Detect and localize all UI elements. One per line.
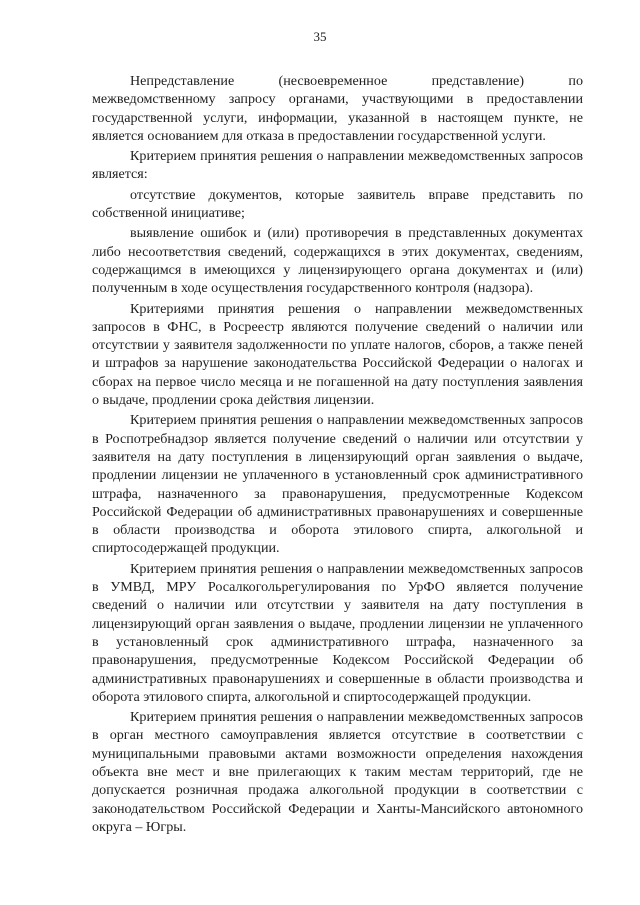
document-body (92, 72, 583, 838)
paragraph-rospotrebnadzor: Критерием принятия решения о направлении межведомственных запросов в Роспотребнадзор является получение сведений о наличии или отсутствии у заявителя на дату поступления в лицензирующий орган заявления о выдаче, продлении лицензии не уплаченного в установленный срок административного штрафа, назначенного за правонарушения, предусмотренные Кодексом Российской Федерации об административных правонарушениях и совершенные в области производства и оборота этилового спирта, алкогольной и спиртосодержащей продукции. (92, 412, 583, 557)
page-number: 35 (313, 29, 327, 44)
paragraph-nonsubmission: Непредставление (несвоевременное представление) по межведомственному запросу органами, участвующими в предоставлении государственной услуги, информации, указанной в настоящем пункте, не является основанием для отказа в предоставлении государственной услуги. (92, 73, 583, 144)
paragraph-fns-rosreestr: Критериями принятия решения о направлении межведомственных запросов в ФНС, в Росреестр являются получение сведений о наличии или отсутствии у заявителя задолженности по уплате налогов, сборов, а также пеней и штрафов за нарушение законодательства Российской Федерации о налогах и сборах на первое число месяца и не погашенной на дату поступления заявления о выдаче, продлении срока действия лицензии. (92, 300, 583, 409)
paragraph-criterion-errors: выявление ошибок и (или) противоречия в представленных документах либо несоответствия сведений, содержащихся в этих документах, сведениям, содержащимся в имеющихся у лицензирующего органа документах и (или) полученным в ходе осуществления государственного контроля (надзора). (92, 225, 583, 297)
paragraph-criterion-absence: отсутствие документов, которые заявитель вправе представить по собственной инициативе; (92, 186, 583, 222)
paragraph-local-government: Критерием принятия решения о направлении межведомственных запросов в орган местного самоуправления является отсутствие в соответствии с муниципальными правовыми актами возможности определения нахождения объекта вне мест и вне прилегающих к таким местам территорий, где не допускается розничная продажа алкогольной продукции в соответствии с законодательством Российской Федерации и Ханты-Мансийского автономного округа – Югры. (92, 709, 583, 835)
paragraph-umvd-mru: Критерием принятия решения о направлении межведомственных запросов в УМВД, МРУ Росалкогольрегулирования по УрФО является получение сведений о наличии или отсутствии у заявителя на дату поступления в лицензирующий орган заявления о выдаче, продлении лицензии не уплаченного в установленный срок административного штрафа, назначенного за правонарушения, предусмотренные Кодексом Российской Федерации об административных правонарушениях и совершенные в области производства и оборота этилового спирта, алкогольной и спиртосодержащей продукции. (92, 560, 583, 705)
paragraph-criterion-intro: Критерием принятия решения о направлении межведомственных запросов является: (92, 148, 583, 183)
